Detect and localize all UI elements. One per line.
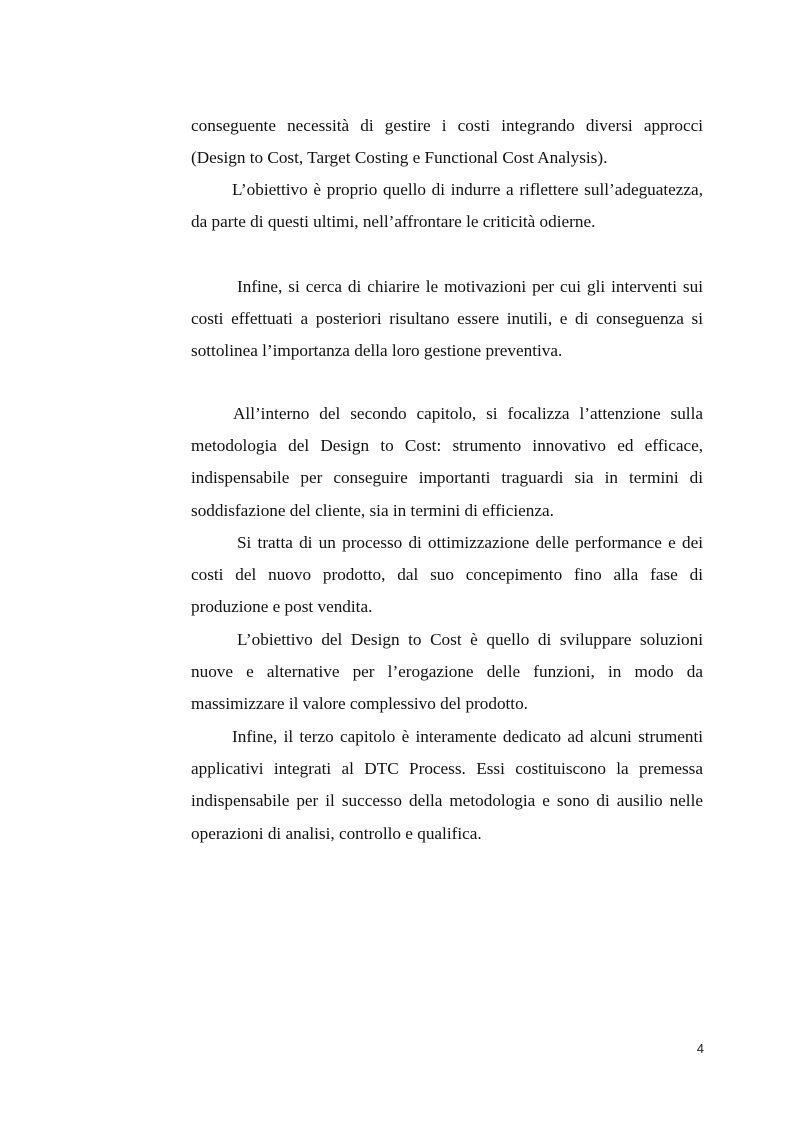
paragraph-design-to-cost-objective: L’obiettivo del Design to Cost è quello di sviluppare soluzioni nuove e alternative per l’erogazione delle funzioni, in modo da massimizzare il valore complessivo del prodotto. <box>191 630 703 714</box>
paragraph-third-chapter: Infine, il terzo capitolo è interamente dedicato ad alcuni strumenti applicativi integrati al DTC Process. Essi costituiscono la premessa indispensabile per il successo della metodologia e sono di ausilio nelle operazioni di analisi, controllo e qualifica. <box>191 727 703 843</box>
page-number: 4 <box>696 1041 704 1056</box>
paragraph-second-chapter: All’interno del secondo capitolo, si focalizza l’attenzione sulla metodologia del Design to Cost: strumento innovativo ed efficace, indispensabile per conseguire importanti traguardi sia in termini di soddisfazione del cliente, sia in termini di efficienza. <box>191 404 703 520</box>
paragraph-optimization-process: Si tratta di un processo di ottimizzazione delle performance e dei costi del nuovo prodotto, dal suo concepimento fino alla fase di produzione e post vendita. <box>191 533 703 617</box>
paragraph-continuation: conseguente necessità di gestire i costi integrando diversi approcci (Design to Cost, Target Costing e Functional Cost Analysis). <box>191 116 703 168</box>
paragraph-preventive-management: Infine, si cerca di chiarire le motivazioni per cui gli interventi sui costi effettuati a posteriori risultano essere inutili, e di conseguenza si sottolinea l’importanza della loro gestione preventiva. <box>191 277 703 361</box>
paragraph-objective: L’obiettivo è proprio quello di indurre a riflettere sull’adeguatezza, da parte di questi ultimi, nell’affrontare le criticità odierne. <box>191 180 703 232</box>
